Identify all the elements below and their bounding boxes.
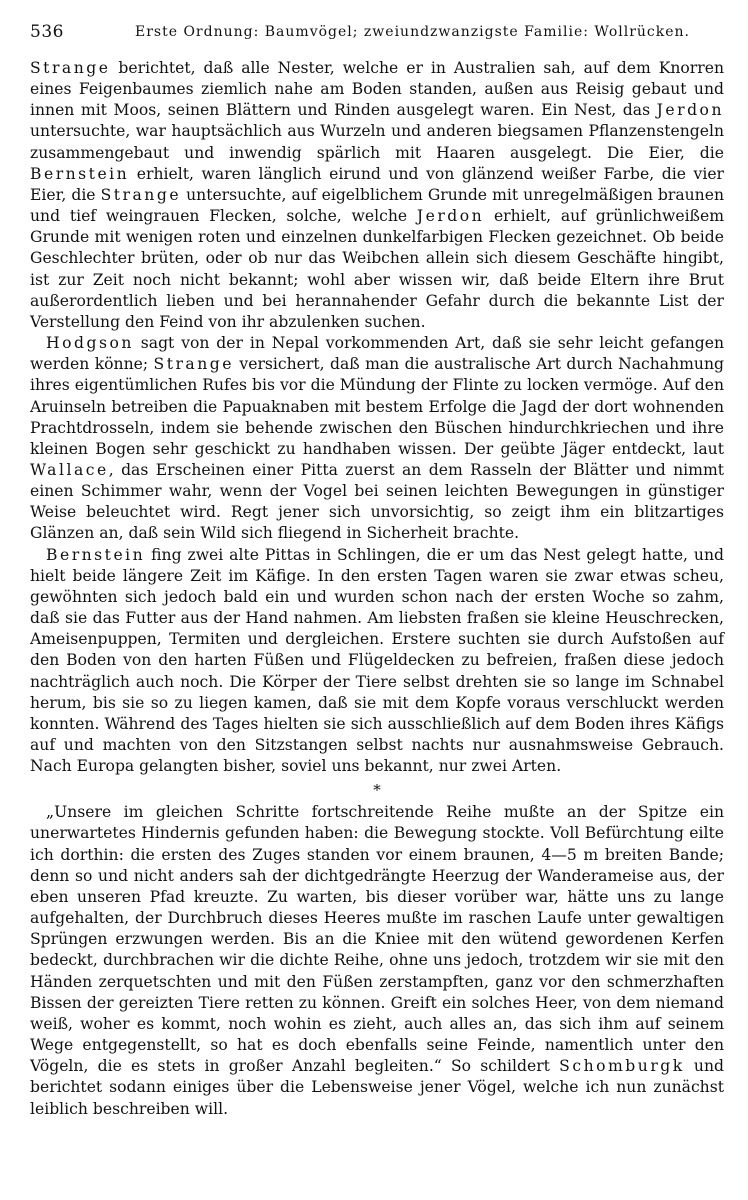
running-head: Erste Ordnung: Baumvögel; zweiundzwanzigste Familie: Wollrücken. xyxy=(135,24,691,40)
author-name: Strange xyxy=(153,355,234,374)
body-text xyxy=(30,58,724,1120)
text-run: „Unsere im gleichen Schritte fortschreitende Reihe mußte an der Spitze ein unerwartetes Hindernis gefunden haben: die Bewegung stockte. Voll Befürchtung eilte ich dorthin: die ersten des Zuges standen vor einem braunen, 4—5 m breiten Bande; denn so und nicht anders sah der dichtgedrängte Heerzug der Wanderameise aus, der eben unseren Pfad kreuzte. Zu warten, bis dieser vorüber war, hätte uns zu lange aufgehalten, der Durchbruch dieses Heeres mußte im raschen Laufe unter gewaltigen Sprüngen erzwungen werden. Bis an die Kniee mit den wütend gewordenen Kerfen bedeckt, durchbrachen wir die dichte Reihe, ohne uns jedoch, trotzdem wir sie mit den Händen zerquetschten und mit den Füßen zerstampften, ganz vor den schmerzhaften Bissen der gereizten Tiere retten zu können. Greift ein solches Heer, von dem niemand weiß, woher es kommt, noch wohin es zieht, auch alles an, das sich ihm auf seinem Wege entgegenstellt, so hat es doch ebenfalls seine Feinde, namentlich unter den Vögeln, die es stets in großer Anzahl begleiten.“ So schildert xyxy=(30,803,724,1076)
text-run: untersuchte, auf eigelblichem Grunde mit unregelmäßigen braunen und tief weingrauen Flecken, solche, welche xyxy=(30,185,724,226)
text-run: sagt von der in Nepal vorkommenden Art, daß sie sehr leicht gefangen werden könne; xyxy=(30,334,724,374)
page-header xyxy=(30,22,724,44)
author-name: Bernstein xyxy=(30,164,130,183)
text-run: versichert, daß man die australische Art durch Nachahmung ihres eigentümlichen Rufes bis vor die Mündung der Flinte zu locken vermöge. Auf den Aruinseln betreiben die Papuaknaben mit bestem Erfolge die Jagd der dort wohnenden Prachtdrosseln, indem sie behende zwischen den Büschen hindurchkriechen und ihre kleinen Bogen sehr geschickt zu handhaben wissen. Der geübte Jäger entdeckt, laut xyxy=(30,355,724,458)
section-divider: * xyxy=(373,781,381,800)
text-run: , das Erscheinen einer Pitta zuerst an dem Rasseln der Blätter und nimmt einen Schimmer wahr, wenn der Vogel bei seinen leichten Bewegungen in günstiger Weise beleuchtet wird. Regt jener sich unvorsichtig, so zeigt ihm ein blitzartiges Glänzen an, daß sein Wild sich fliegend in Sicherheit brachte. xyxy=(30,460,724,543)
text-run: berichtet, daß alle Nester, welche er in Australien sah, auf dem Knorren eines Feigenbaumes ziemlich nahe am Boden standen, außen aus Reisig gebaut und innen mit Moos, seinen Blättern und Rinden ausgelegt waren. Ein Nest, das xyxy=(30,59,724,120)
author-name: Jerdon xyxy=(416,207,485,226)
text-run: erhielt, waren länglich eirund und von glänzend weißer Farbe, die vier Eier, die xyxy=(30,164,724,204)
paragraph xyxy=(30,333,724,545)
author-name: Schomburgk xyxy=(559,1057,685,1076)
text-run: und berichtet sodann einiges über die Lebensweise jener Vögel, welche ich nun zunächst leiblich beschreiben will. xyxy=(30,1057,724,1118)
author-name: Jerdon xyxy=(656,101,724,120)
author-name: Strange xyxy=(30,59,111,77)
text-run: erhielt, auf grünlichweißem Grunde mit wenigen roten und einzelnen dunkelfarbigen Flecken gezeichnet. Ob beide Geschlechter brüten, oder ob nur das Weibchen allein sich diesem Geschäfte hingibt, ist zur Zeit noch nicht bekannt; wohl aber wissen wir, daß beide Eltern ihre Brut außerordentlich lieben und bei herannahender Gefahr durch die bekannte List der Verstellung den Feind von ihr abzulenken suchen. xyxy=(30,207,724,331)
text-run: untersuchte, war hauptsächlich aus Wurzeln und anderen biegsamen Pflanzenstengeln zusammengebaut und inwendig spärlich mit Haaren ausgelegt. Die Eier, die xyxy=(30,122,724,162)
author-name: Hodgson xyxy=(46,334,134,353)
author-name: Wallace xyxy=(30,460,109,479)
document-page xyxy=(30,22,724,1182)
quotation-paragraph xyxy=(30,802,724,1119)
paragraph xyxy=(30,58,724,333)
author-name: Strange xyxy=(100,185,182,204)
text-run: fing zwei alte Pittas in Schlingen, die er um das Nest gelegt hatte, und hielt beide längere Zeit im Käfige. In den ersten Tagen waren sie zwar etwas scheu, gewöhnten sich jedoch bald ein und wurden schon nach der ersten Woche so zahm, daß sie das Futter aus der Hand nahmen. Am liebsten fraßen sie kleine Heuschrecken, Ameisenpuppen, Termiten und dergleichen. Erstere suchten sie durch Aufstoßen auf den Boden von den harten Füßen und Flügeldecken zu befreien, fraßen diese jedoch nachträglich auch noch. Die Körper der Tiere selbst drehten sie so lange im Schnabel herum, bis sie so zu liegen kamen, daß sie mit dem Kopfe voraus verschluckt werden konnten. Während des Tages hielten sie sich ausschließlich auf dem Boden ihres Käfigs auf und machten von den Sitzstangen selbst nachts nur ausnahmsweise Gebrauch. Nach Europa gelangten bisher, soviel uns bekannt, nur zwei Arten. xyxy=(30,545,724,776)
paragraph xyxy=(30,545,724,778)
author-name: Bernstein xyxy=(46,545,146,564)
page-number: 536 xyxy=(30,22,64,42)
